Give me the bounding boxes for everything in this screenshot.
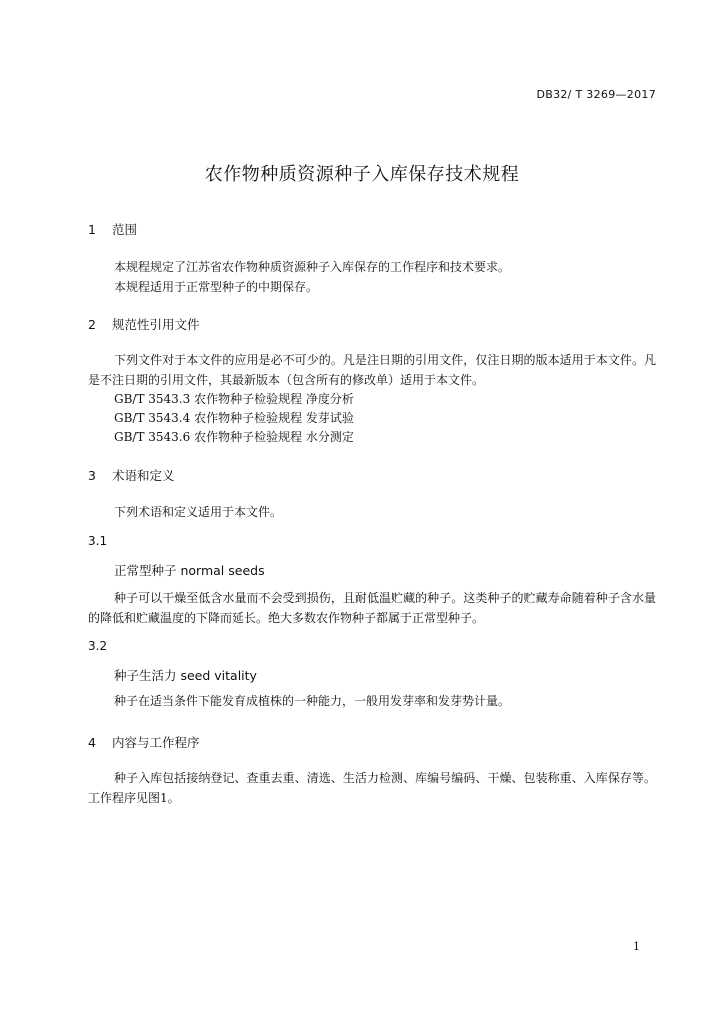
section-title: 范围 — [111, 222, 137, 237]
section-4-heading — [88, 733, 200, 751]
term-title: 种子生活力 seed vitality — [114, 668, 257, 683]
term-number: 3.2 — [88, 639, 108, 653]
reference-item: GB/T 3543.6 农作物种子检验规程 水分测定 — [114, 430, 354, 444]
term-number: 3.1 — [88, 534, 108, 548]
workflow-paragraph: 种子入库包括接纳登记、查重去重、清选、生活力检测、库编号编码、干燥、包装称重、入库保存等。工作程序见图1。 — [88, 771, 656, 805]
standard-code: DB32/ T 3269—2017 — [536, 88, 656, 101]
section-title: 内容与工作程序 — [111, 735, 200, 750]
reference-item: GB/T 3543.3 农作物种子检验规程 净度分析 — [114, 392, 354, 406]
section-number: 4 — [88, 735, 96, 750]
scope-line-2: 本规程适用于正常型种子的中期保存。 — [114, 280, 319, 294]
section-number: 3 — [88, 468, 96, 483]
section-1-heading — [88, 220, 137, 238]
reference-item: GB/T 3543.4 农作物种子检验规程 发芽试验 — [114, 411, 354, 425]
term-title: 正常型种子 normal seeds — [114, 563, 265, 578]
section-title: 规范性引用文件 — [111, 317, 200, 332]
scope-line-1: 本规程规定了江苏省农作物种质资源种子入库保存的工作程序和技术要求。 — [114, 260, 511, 274]
section-2-heading — [88, 315, 200, 333]
terms-intro: 下列术语和定义适用于本文件。 — [114, 505, 283, 519]
page-number: 1 — [633, 940, 640, 953]
section-number: 1 — [88, 222, 96, 237]
term-definition: 种子可以干燥至低含水量而不会受到损伤，且耐低温贮藏的种子。这类种子的贮藏寿命随着种子含水量的降低和贮藏温度的下降而延长。绝大多数农作物种子都属于正常型种子。 — [88, 591, 656, 625]
section-title: 术语和定义 — [111, 468, 175, 483]
section-3-heading — [88, 466, 175, 484]
section-number: 2 — [88, 317, 96, 332]
normative-refs-intro: 下列文件对于本文件的应用是必不可少的。凡是注日期的引用文件，仅注日期的版本适用于本文件。凡是不注日期的引用文件，其最新版本（包含所有的修改单）适用于本文件。 — [88, 353, 656, 387]
term-definition: 种子在适当条件下能发育成植株的一种能力，一般用发芽率和发芽势计量。 — [114, 694, 511, 708]
document-title: 农作物种质资源种子入库保存技术规程 — [204, 164, 520, 185]
